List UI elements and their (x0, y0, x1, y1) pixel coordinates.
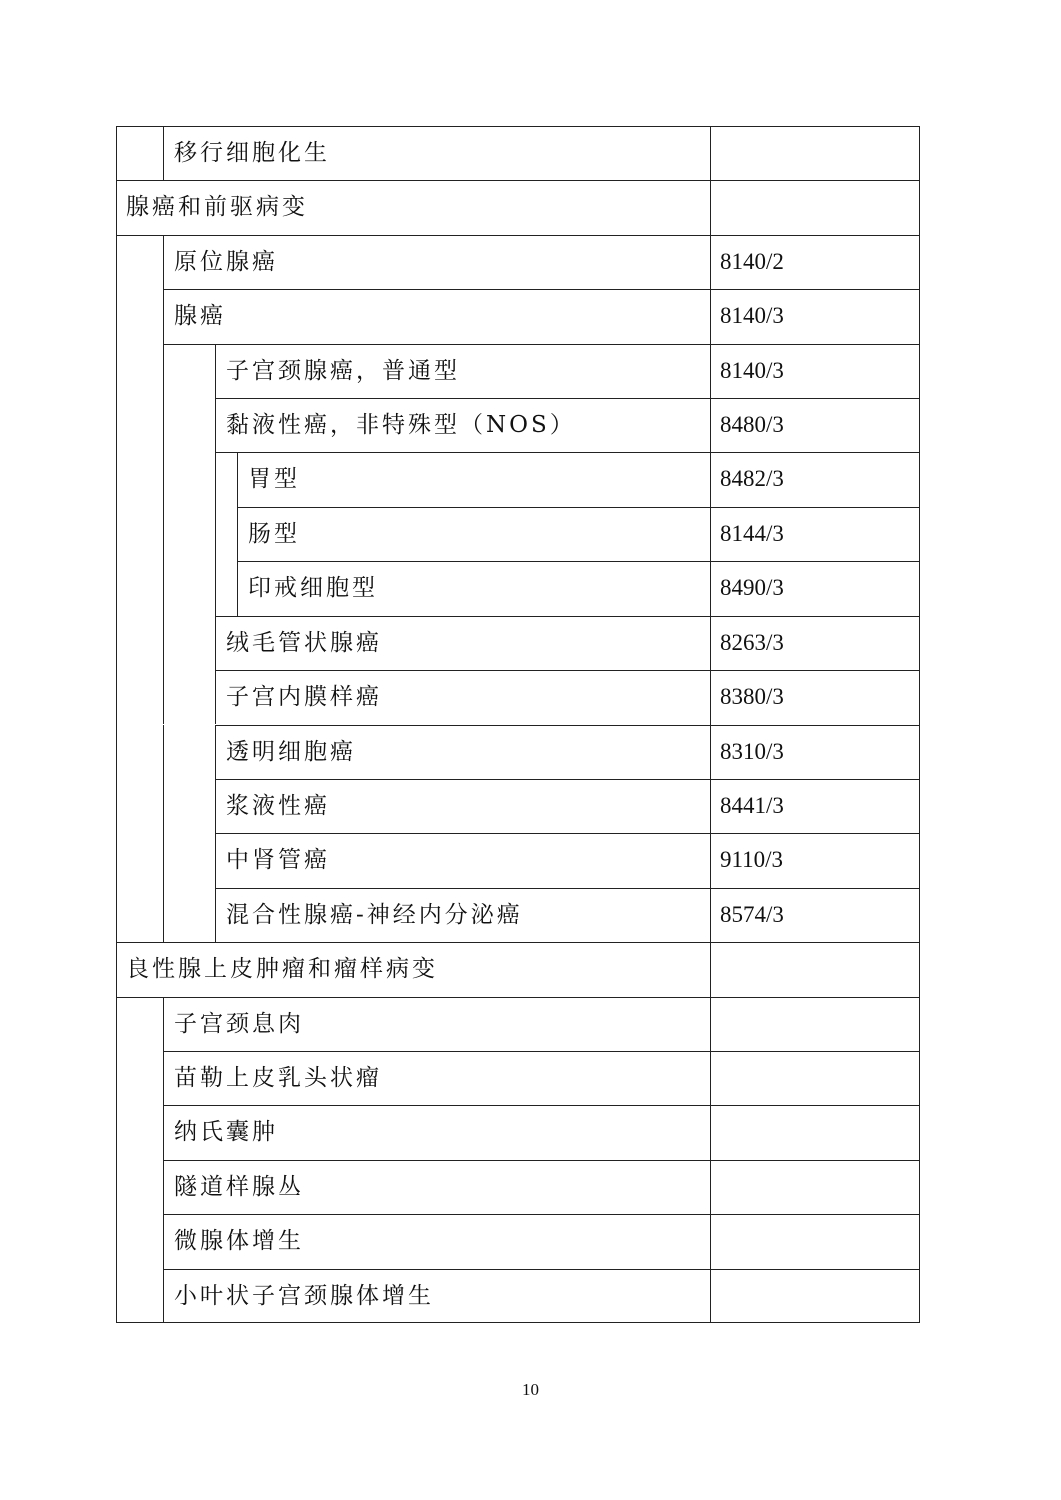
row-name: 黏液性癌，非特殊型（NOS） (226, 412, 576, 439)
indent-line (163, 616, 164, 670)
indent-line (215, 670, 216, 724)
row-name: 胃型 (248, 466, 300, 493)
row-name: 良性腺上皮肿瘤和瘤样病变 (126, 956, 438, 983)
row-name: 透明细胞癌 (226, 738, 356, 765)
indent-line (163, 725, 164, 779)
row-name: 混合性腺癌-神经内分泌癌 (226, 901, 523, 928)
row-name: 中肾管癌 (226, 847, 330, 874)
row-code: 8574/3 (720, 901, 784, 927)
indent-line (163, 1269, 164, 1323)
indent-line (163, 833, 164, 887)
indent-line (163, 561, 164, 615)
row-name: 绒毛管状腺癌 (226, 629, 382, 656)
row-code: 8490/3 (720, 575, 784, 601)
indent-line (163, 235, 164, 289)
row-name: 微腺体增生 (174, 1228, 304, 1255)
table-border-left (116, 126, 117, 1323)
indent-line (163, 507, 164, 561)
row-name: 子宫颈息肉 (174, 1010, 304, 1037)
row-code: 8140/2 (720, 248, 784, 274)
row-name: 印戒细胞型 (248, 575, 378, 602)
indent-line (163, 670, 164, 724)
indent-line (163, 452, 164, 506)
indent-line (237, 561, 238, 615)
indent-line (215, 779, 216, 833)
indent-line (215, 833, 216, 887)
row-code: 8482/3 (720, 466, 784, 492)
row-name: 小叶状子宫颈腺体增生 (174, 1282, 434, 1309)
row-name: 隧道样腺丛 (174, 1173, 304, 1200)
indent-line (215, 398, 216, 452)
indent-line (163, 997, 164, 1051)
row-name: 原位腺癌 (174, 248, 278, 275)
indent-line (163, 1160, 164, 1214)
row-code: 8441/3 (720, 792, 784, 818)
indent-line (237, 452, 238, 506)
page-number: 10 (522, 1380, 539, 1399)
indent-line (215, 561, 216, 615)
row-code: 8310/3 (720, 738, 784, 764)
indent-line (163, 1214, 164, 1268)
indent-line (163, 888, 164, 942)
row-name: 苗勒上皮乳头状瘤 (174, 1064, 382, 1091)
indent-line (215, 452, 216, 506)
indent-line (215, 725, 216, 779)
row-name: 腺癌 (174, 303, 226, 330)
row-name: 纳氏囊肿 (174, 1119, 278, 1146)
indent-line (215, 616, 216, 670)
indent-line (163, 289, 164, 343)
row-divider (237, 507, 920, 508)
row-code: 8480/3 (720, 412, 784, 438)
classification-table (116, 126, 920, 1323)
row-name: 子宫内膜样癌 (226, 684, 382, 711)
indent-line (215, 507, 216, 561)
row-divider (163, 289, 920, 290)
row-divider (215, 452, 920, 453)
row-code: 8380/3 (720, 684, 784, 710)
row-code: 8140/3 (720, 357, 784, 383)
indent-line (163, 398, 164, 452)
indent-line (237, 507, 238, 561)
indent-line (163, 344, 164, 398)
row-code: 8263/3 (720, 629, 784, 655)
row-name: 腺癌和前驱病变 (126, 194, 308, 221)
indent-line (215, 888, 216, 942)
indent-line (215, 344, 216, 398)
row-code: 8144/3 (720, 520, 784, 546)
indent-line (163, 1051, 164, 1105)
indent-line (163, 1105, 164, 1159)
row-code: 8140/3 (720, 303, 784, 329)
row-name: 移行细胞化生 (174, 140, 330, 166)
row-name: 子宫颈腺癌，普通型 (226, 357, 460, 384)
row-name: 肠型 (248, 520, 300, 547)
indent-line (163, 779, 164, 833)
indent-line (163, 126, 164, 180)
row-name: 浆液性癌 (226, 792, 330, 819)
row-code: 9110/3 (720, 847, 784, 873)
